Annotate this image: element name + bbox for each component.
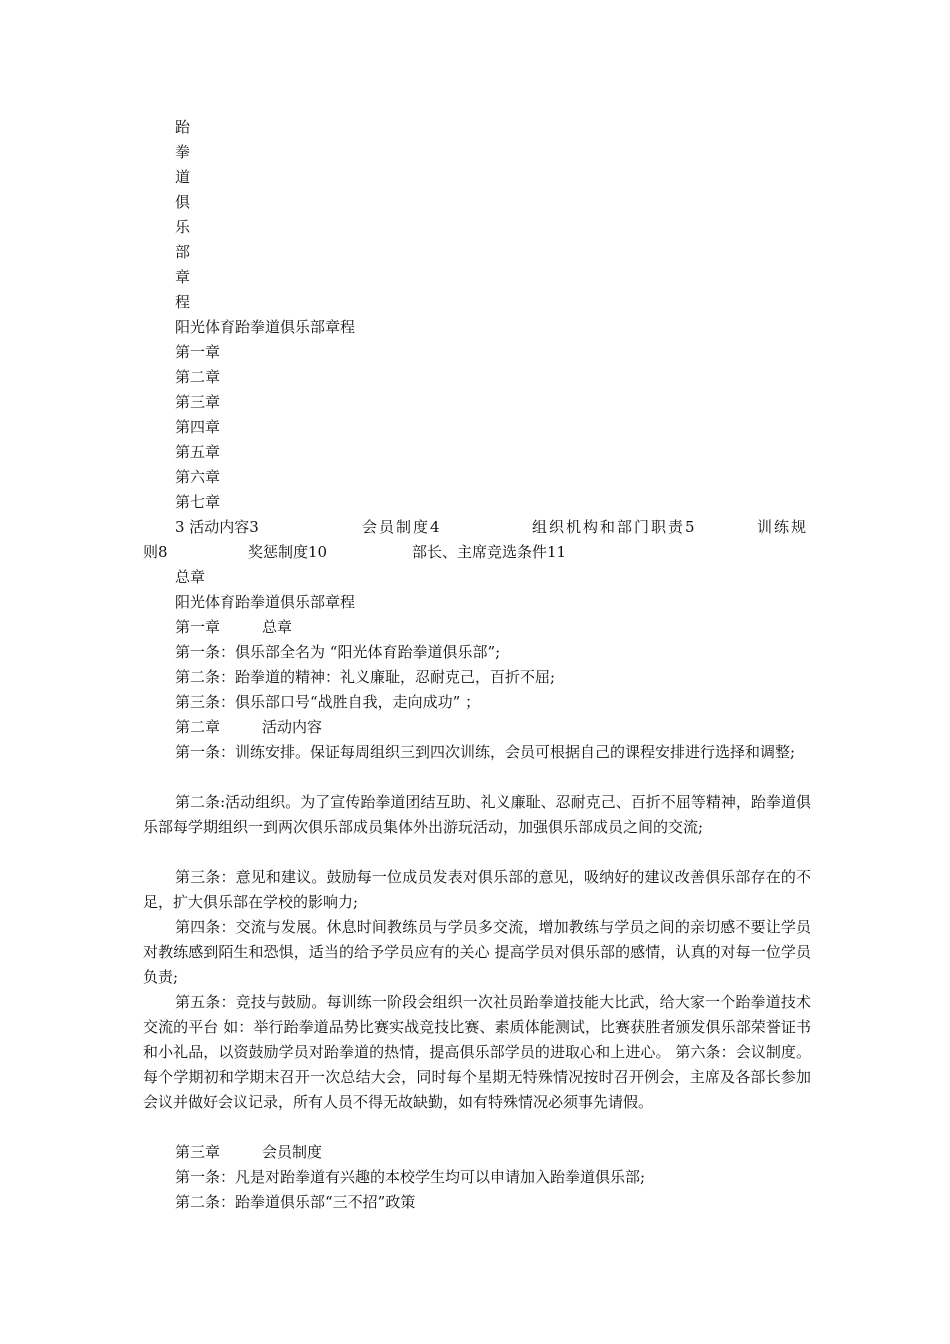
chapter-name: 总章 bbox=[262, 618, 293, 636]
vertical-title-char: 拳 bbox=[175, 143, 191, 161]
chapter-name: 活动内容 bbox=[262, 718, 323, 736]
toc-entry: 总章 bbox=[175, 568, 206, 586]
vertical-title-char: 程 bbox=[175, 293, 191, 311]
toc-entry: 奖惩制度10 bbox=[248, 543, 328, 561]
toc-entry: 会员制度4 bbox=[362, 518, 442, 536]
chapter-heading bbox=[175, 715, 322, 740]
toc-entries-row bbox=[0, 540, 950, 565]
vertical-title-char: 章 bbox=[175, 268, 191, 286]
toc-entry: 则8 bbox=[143, 543, 168, 561]
article: 第二条:活动组织。为了宣传跆拳道团结互助、礼义廉耻、忍耐克己、百折不屈等精神，跆拳道俱乐部每学期组织一到两次俱乐部成员集体外出游玩活动，加强俱乐部成员之间的交流; bbox=[143, 793, 811, 836]
vertical-title-char: 道 bbox=[175, 168, 191, 186]
vertical-title-char: 部 bbox=[175, 243, 191, 261]
toc-chapter: 第一章 bbox=[175, 343, 221, 361]
toc-entry: 训练规 bbox=[757, 518, 809, 536]
chapter-name: 会员制度 bbox=[262, 1143, 323, 1161]
vertical-title-char: 俱 bbox=[175, 193, 191, 211]
article: 第五条：竞技与鼓励。每训练一阶段会组织一次社员跆拳道技能大比武，给大家一个跆拳道技术交流的平台 如：举行跆拳道品势比赛实战竞技比赛、素质体能测试，比赛获胜者颁发俱乐部荣誉证书和小礼品，以资鼓励学员对跆拳道的热情，提高俱乐部学员的进取心和上进心。 第六条：会议制度。每个学期初和学期末召开一次总结大会，同时每个星期无特殊情况按时召开例会，主席及各部长参加会议并做好会议记录，所有人员不得无故缺勤，如有特殊情况必须事先请假。 bbox=[143, 993, 811, 1111]
vertical-title-char: 跆 bbox=[175, 118, 191, 136]
chapter-number: 第三章 bbox=[175, 1143, 221, 1161]
toc-chapter: 第四章 bbox=[175, 418, 221, 436]
article: 第一条：凡是对跆拳道有兴趣的本校学生均可以申请加入跆拳道俱乐部; bbox=[175, 1168, 646, 1186]
article: 第一条：训练安排。保证每周组织三到四次训练，会员可根据自己的课程安排进行选择和调整; bbox=[175, 743, 796, 761]
article: 第四条：交流与发展。休息时间教练员与学员多交流，增加教练与学员之间的亲切感不要让学员对教练感到陌生和恐惧，适当的给予学员应有的关心 提高学员对俱乐部的感情，认真的对每一位学员负责; bbox=[143, 918, 811, 986]
chapter-number: 第二章 bbox=[175, 718, 221, 736]
article: 第二条：跆拳道俱乐部“三不招”政策 bbox=[175, 1193, 416, 1211]
article: 第三条：俱乐部口号“战胜自我，走向成功” ； bbox=[175, 693, 481, 711]
chapter-heading bbox=[175, 1140, 322, 1165]
article: 第一条：俱乐部全名为 “阳光体育跆拳道俱乐部”; bbox=[175, 643, 501, 661]
toc-chapter: 第七章 bbox=[175, 493, 221, 511]
toc-chapter: 第六章 bbox=[175, 468, 221, 486]
toc-entry: 部长、主席竞选条件11 bbox=[412, 543, 567, 561]
body-title: 阳光体育跆拳道俱乐部章程 bbox=[175, 593, 356, 611]
toc-chapter: 第五章 bbox=[175, 443, 221, 461]
article: 第三条：意见和建议。鼓励每一位成员发表对俱乐部的意见，吸纳好的建议改善俱乐部存在的不足，扩大俱乐部在学校的影响力; bbox=[143, 868, 811, 911]
toc-chapter: 第二章 bbox=[175, 368, 221, 386]
chapter-number: 第一章 bbox=[175, 618, 221, 636]
doc-title: 阳光体育跆拳道俱乐部章程 bbox=[175, 318, 356, 336]
toc-entry: 3 活动内容3 bbox=[175, 518, 259, 536]
article: 第二条：跆拳道的精神：礼义廉耻，忍耐克己，百折不屈; bbox=[175, 668, 556, 686]
chapter-heading bbox=[175, 615, 292, 640]
toc-entry: 组织机构和部门职责5 bbox=[532, 518, 697, 536]
toc-entries-row bbox=[0, 515, 950, 540]
vertical-title-char: 乐 bbox=[175, 218, 191, 236]
toc-chapter: 第三章 bbox=[175, 393, 221, 411]
